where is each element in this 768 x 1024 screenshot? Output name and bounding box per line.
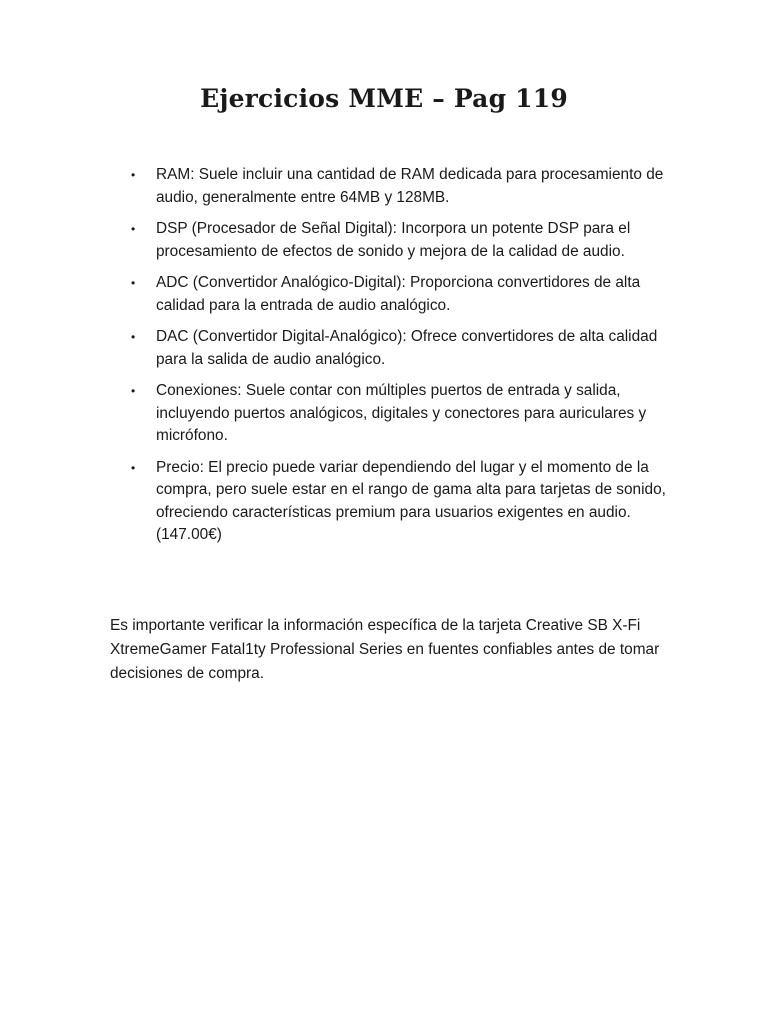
list-item	[130, 164, 670, 209]
bullet-icon: •	[131, 222, 136, 236]
list-item-text: ADC (Convertidor Analógico-Digital): Proporciona convertidores de alta calidad para la entrada de audio analógico.	[156, 274, 641, 314]
bullet-icon: •	[131, 168, 136, 182]
list-item	[130, 326, 670, 371]
list-item-text: RAM: Suele incluir una cantidad de RAM dedicada para procesamiento de audio, generalmente entre 64MB y 128MB.	[156, 166, 664, 206]
page-title: Ejercicios MME – Pag 119	[200, 84, 568, 113]
bullet-icon: •	[131, 460, 136, 475]
list-item	[130, 218, 670, 263]
list-item-text: Conexiones: Suele contar con múltiples puertos de entrada y salida, incluyendo puertos analógicos, digitales y conectores para auriculares y micrófono.	[156, 382, 647, 444]
bullet-icon: •	[131, 276, 136, 290]
list-item-text: DAC (Convertidor Digital-Analógico): Ofrece convertidores de alta calidad para la salida de audio analógico.	[156, 328, 658, 368]
bullet-icon: •	[131, 384, 136, 398]
bullet-list	[130, 164, 670, 556]
closing-note: Es importante verificar la información específica de la tarjeta Creative SB X-Fi XtremeGamer Fatal1ty Professional Series en fuentes confiables antes de tomar decisiones de compra.	[110, 617, 660, 682]
list-item-text: DSP (Procesador de Señal Digital): Incorpora un potente DSP para el procesamiento de efectos de sonido y mejora de la calidad de audio.	[156, 220, 631, 260]
list-item	[130, 272, 670, 317]
list-item	[130, 380, 670, 448]
bullet-icon: •	[131, 330, 136, 344]
list-item-text: Precio: El precio puede variar dependiendo del lugar y el momento de la compra, pero suele estar en el rango de gama alta para tarjetas de sonido, ofreciendo características premium para usuarios exigentes en audio. (147.00€)	[156, 458, 666, 543]
list-item	[130, 457, 670, 547]
